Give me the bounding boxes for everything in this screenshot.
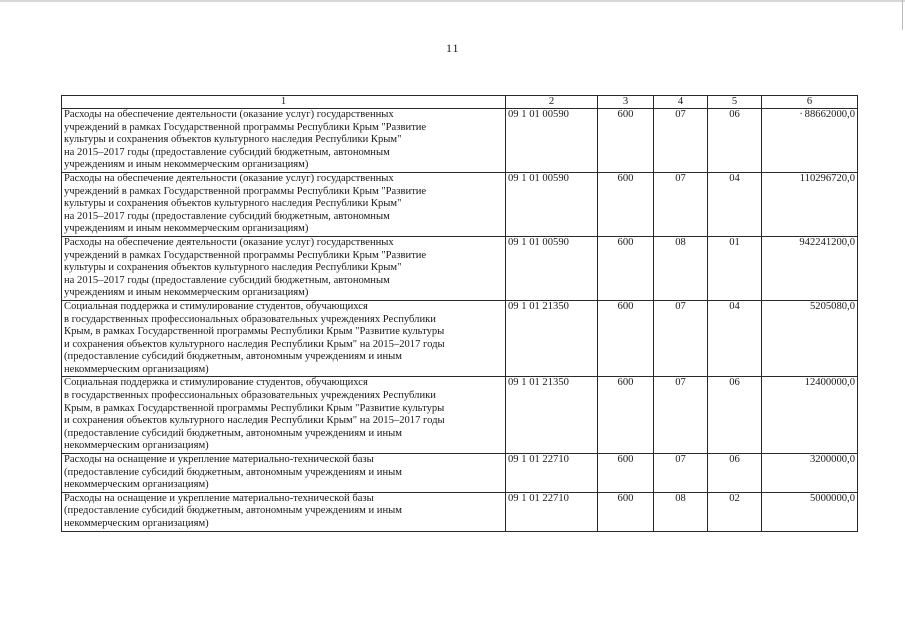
budget-table [61,95,858,532]
row-description: Расходы на оснащение и укрепление материально-технической базы (предоставление субсидий бюджетным, автономным учреждениям и иным некоммерческим организациям) [62,454,506,493]
row-subsection: 06 [708,377,762,454]
row-target-code: 09 1 01 00590 [506,236,598,300]
row-subsection: 04 [708,172,762,236]
column-header-amount: 6 [762,96,858,109]
table-row [62,172,858,236]
column-header-description: 1 [62,96,506,109]
row-target-code: 09 1 01 00590 [506,109,598,173]
row-subsection: 02 [708,492,762,531]
table-row [62,377,858,454]
row-amount: 12400000,0 [762,377,858,454]
table-row [62,236,858,300]
row-description: Расходы на обеспечение деятельности (оказание услуг) государственных учреждений в рамках Государственной программы Республики Крым "Развитие культуры и сохранения объектов культурного наследия Республики Крым" на 2015–2017 годы (предоставление субсидий бюджетным, автономным учреждениям и иным некоммерческим организациям) [62,109,506,173]
page-number: 11 [446,41,460,55]
header-row [62,96,858,109]
column-header-expense-type: 3 [598,96,654,109]
row-amount: 110296720,0 [762,172,858,236]
row-section: 07 [654,300,708,377]
row-subsection: 06 [708,109,762,173]
row-subsection: 01 [708,236,762,300]
row-amount: 942241200,0 [762,236,858,300]
row-subsection: 04 [708,300,762,377]
table-row [62,109,858,173]
row-amount: 88662000,0 [804,109,855,120]
row-target-code: 09 1 01 21350 [506,377,598,454]
row-target-code: 09 1 01 00590 [506,172,598,236]
row-expense-type: 600 [598,109,654,173]
row-expense-type: 600 [598,172,654,236]
row-description: Социальная поддержка и стимулирование студентов, обучающихся в государственных профессиональных образовательных учреждениях Республики Крым, в рамках Государственной программы Республики Крым "Развитие культуры и сохранения объектов культурного наследия Республики Крым" на 2015–2017 годы (предоставление субсидий бюджетным, автономным учреждениям и иным некоммерческим организациям) [62,300,506,377]
row-description: Расходы на оснащение и укрепление материально-технической базы (предоставление субсидий бюджетным, автономным учреждениям и иным некоммерческим организациям) [62,492,506,531]
table-row [62,492,858,531]
row-amount: 5205080,0 [762,300,858,377]
scan-edge [0,0,905,2]
column-header-section: 4 [654,96,708,109]
row-amount: 3200000,0 [762,454,858,493]
row-section: 08 [654,236,708,300]
row-expense-type: 600 [598,236,654,300]
row-target-code: 09 1 01 21350 [506,300,598,377]
column-header-subsection: 5 [708,96,762,109]
row-section: 07 [654,454,708,493]
row-section: 08 [654,492,708,531]
row-amount-cell [762,109,858,173]
row-expense-type: 600 [598,377,654,454]
row-expense-type: 600 [598,300,654,377]
row-section: 07 [654,377,708,454]
table-row [62,454,858,493]
column-header-code: 2 [506,96,598,109]
row-section: 07 [654,109,708,173]
scan-speck: · [799,109,803,120]
row-amount: 5000000,0 [762,492,858,531]
row-section: 07 [654,172,708,236]
row-description: Расходы на обеспечение деятельности (оказание услуг) государственных учреждений в рамках Государственной программы Республики Крым "Развитие культуры и сохранения объектов культурного наследия Республики Крым" на 2015–2017 годы (предоставление субсидий бюджетным, автономным учреждениям и иным некоммерческим организациям) [62,236,506,300]
row-subsection: 06 [708,454,762,493]
table-row [62,300,858,377]
row-target-code: 09 1 01 22710 [506,454,598,493]
scan-edge-mark [902,0,903,30]
row-expense-type: 600 [598,454,654,493]
row-description: Расходы на обеспечение деятельности (оказание услуг) государственных учреждений в рамках Государственной программы Республики Крым "Развитие культуры и сохранения объектов культурного наследия Республики Крым" на 2015–2017 годы (предоставление субсидий бюджетным, автономным учреждениям и иным некоммерческим организациям) [62,172,506,236]
row-expense-type: 600 [598,492,654,531]
row-description: Социальная поддержка и стимулирование студентов, обучающихся в государственных профессиональных образовательных учреждениях Республики Крым, в рамках Государственной программы Республики Крым "Развитие культуры и сохранения объектов культурного наследия Республики Крым" на 2015–2017 годы (предоставление субсидий бюджетным, автономным учреждениям и иным некоммерческим организациям) [62,377,506,454]
row-target-code: 09 1 01 22710 [506,492,598,531]
